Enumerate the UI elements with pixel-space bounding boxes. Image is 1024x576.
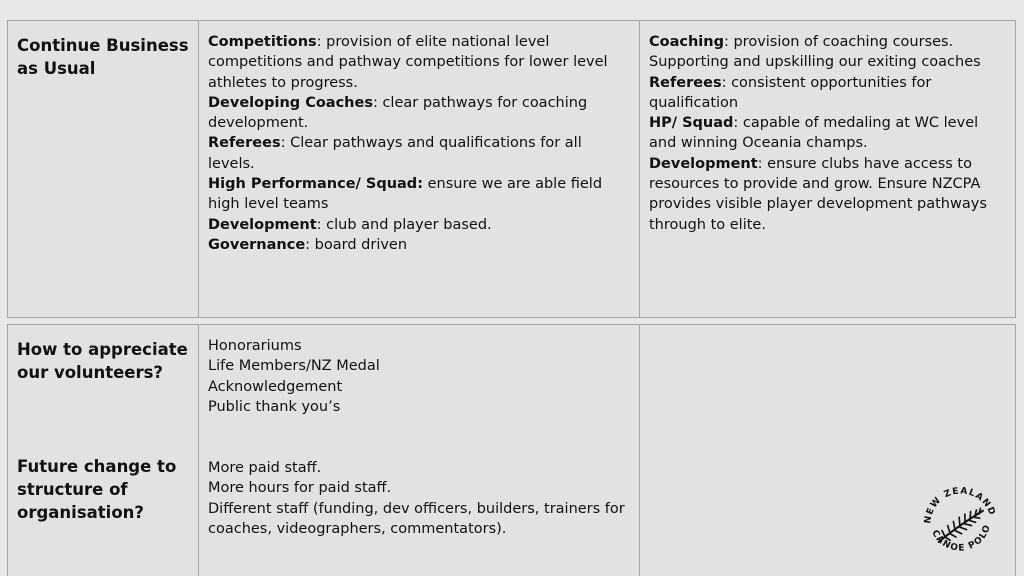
competitions-item: Competitions: provision of elite national level competitions and pathway competitions for lower level athletes to progress. — [208, 34, 608, 91]
business-column-1 — [199, 21, 640, 317]
governance-item: Governance: board driven — [208, 236, 408, 253]
high-performance-item: High Performance/ Squad: ensure we are able field high level teams — [208, 176, 603, 213]
referees-item: Referees: consistent opportunities for qualification — [649, 74, 932, 111]
list-item: Public thank you’s — [208, 398, 341, 415]
business-column-2 — [640, 21, 1017, 317]
list-item: More hours for paid staff. — [208, 480, 392, 497]
referees-item: Referees: Clear pathways and qualifications for all levels. — [208, 135, 582, 172]
list-item: More paid staff. — [208, 460, 322, 477]
volunteers-heading: How to appreciate our volunteers? — [17, 340, 188, 382]
list-item: Different staff (funding, dev officers, builders, trainers for coaches, videographers, commentators). — [208, 500, 625, 538]
development-item: Development: ensure clubs have access to resources to provide and grow. Ensure NZCPA provides visible player development pathways through to elite. — [649, 155, 987, 233]
hp-squad-item: HP/ Squad: capable of medaling at WC level and winning Oceania champs. — [649, 115, 979, 152]
list-item: Life Members/NZ Medal — [208, 358, 380, 375]
volunteers-structure-table-row — [7, 324, 1016, 576]
structure-heading: Future change to structure of organisation? — [17, 457, 177, 522]
business-table-row — [7, 20, 1016, 318]
developing-coaches-item: Developing Coaches: clear pathways for coaching development. — [208, 94, 588, 132]
business-heading: Continue Business as Usual — [17, 36, 189, 78]
nz-canoe-polo-logo — [919, 478, 1001, 560]
business-heading-cell — [8, 21, 199, 317]
logo-top-text: NEW ZEALAND — [923, 486, 998, 525]
coaching-item: Coaching: provision of coaching courses. Supporting and upskilling our exiting coaches — [649, 34, 981, 71]
questions-heading-cell — [8, 325, 199, 576]
list-item: Honorariums — [208, 338, 302, 354]
list-item: Acknowledgement — [208, 378, 343, 395]
development-item: Development: club and player based. — [208, 216, 492, 233]
answers-column — [199, 325, 640, 576]
logo-bottom-text: CANOE POLO — [929, 523, 994, 554]
